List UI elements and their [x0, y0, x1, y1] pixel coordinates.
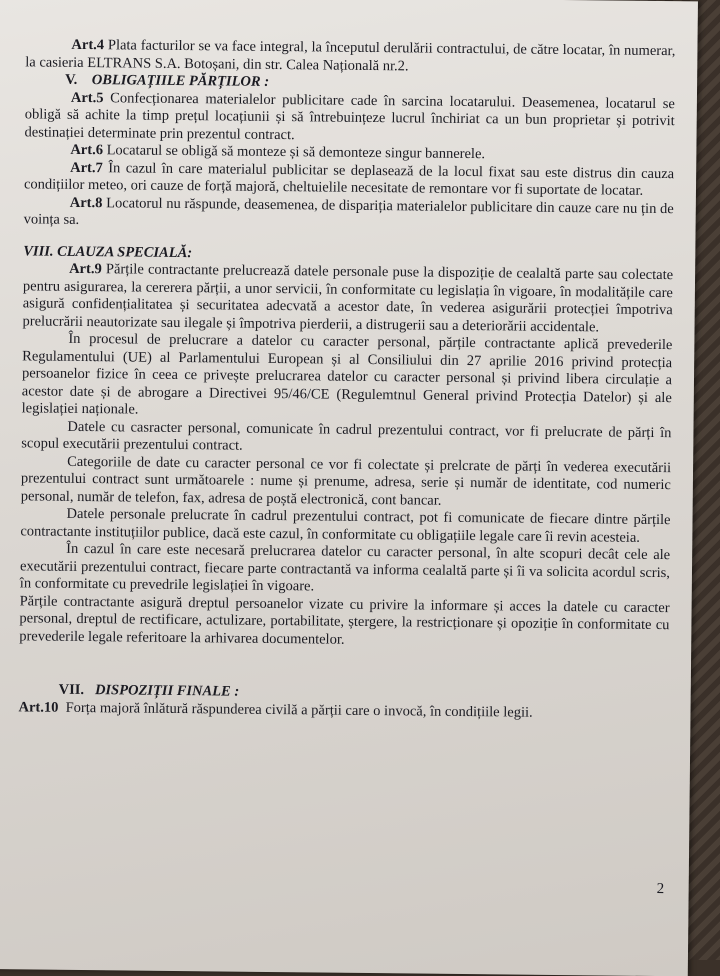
article-text: Părțile contractante prelucrează datele personale puse la dispoziție de cealaltă parte sau colectate pentru asigurarea, la cererera părții, a unor servicii, în conformitate cu legislația în vigoare, în modalitățile care asigură confidențialitatea și securitatea adecvată a acestor date, în vederea asigurării protecției împotriva prelucrării neautorizate sau ilegale și împotriva pierderii, a distrugerii sau a deteriorării accidentale.	[22, 261, 674, 335]
section-number: V.	[65, 71, 78, 88]
article-text: Confecționarea materialelor publicitare cade în sarcina locatarului. Deasemenea, locatarul se obligă să achite la timp prețul locațiunii și să întrebuințeze lucrul închiriat ca un bun proprietar și potrivit destinației determinate prin prezentul contract.	[24, 89, 675, 143]
article-text: Forța majoră înlătură răspunderea civilă a părții care o invocă, în condițiile legii.	[65, 699, 533, 721]
paragraph-data-categories: Categoriile de date cu caracter personal ce vor fi colectate și prelcrate de părți în vederea executării prezentului contract sunt următoarele : nume și prenume, adresa, serie și număr de identitate, cod numeric personal, număr de telefon, fax, adresa de poștă electronică, cont bancar.	[20, 453, 672, 509]
paragraph-data-processed: Datele cu casracter personal, comunicate în cadrul prezentului contract, vor fi prelucrate de părți în scopul executării prezentului contract.	[21, 418, 672, 454]
paragraph-other-purposes: În cazul în care este necesară prelucrarea datelor cu caracter personal, în alte scopuri decât cele ale executării prezentului contract, fiecare parte contractantă va informa cealaltă parte și îi va solicita acordul scris, în conformitate cu prevedrile legislației în vigoare.	[19, 540, 671, 595]
paragraph-gdpr: În procesul de prelucrare a datelor cu caracter personal, părțile contractante aplică prevederile Regulamentului (UE) al Parlamentului European și al Consiliului din 27 aprilie 2016 privind protecția persoanelor fizice în ceea ce privește prelucrarea datelor cu caracter personal și privind libera circulație a acestor date și de abrogare a Directivei 95/46/CE (Regulemtnul General privind Protecția Datelor) și ale legislației naționale.	[21, 330, 673, 418]
article-label: Art.5	[70, 89, 104, 106]
document-body	[18, 36, 675, 723]
article-label: Art.10	[18, 698, 59, 716]
section-title: OBLIGAȚIILE PĂRȚILOR :	[91, 72, 270, 90]
page-number: 2	[656, 881, 665, 898]
article-label: Art.7	[70, 159, 103, 176]
section-title: DISPOZIȚII FINALE :	[94, 682, 240, 700]
section-number: VII.	[58, 681, 85, 699]
article-label: Art.6	[70, 141, 104, 159]
article-label: Art.4	[71, 36, 105, 54]
article-text: Locatorul nu răspunde, deasemenea, de dispariția materialelor publicitare din cauze care nu țin de voința sa.	[23, 194, 674, 228]
article-text: Locatarul se obligă să monteze și să demonteze singur bannerele.	[106, 142, 486, 163]
paragraph-data-subject-rights: Părțile contractante asigură dreptul persoanelor vizate cu privire la informare și acces la datele cu caracter personal, dreptul de rectificare, actulizare, portabilitate, ștergere, la restricționare și opoziție în conformitate cu prevederile legale referitoare la arhivarea documentelor.	[19, 592, 670, 648]
section-title: VIII. CLAUZA SPECIALĂ:	[23, 242, 193, 261]
article-5	[24, 89, 675, 148]
paragraph-data-communicated: Datele personale prelucrate în cadrul prezentului contract, pot fi comunicate de fiecare dintre părțile contractante instituțiilor publice, dacă este cazul, în conformitate cu obligațiile legale care îi revin acesteia.	[20, 505, 671, 546]
article-text: Plata facturilor se va face integral, la începutul derulării contractului, de către locatar, în numerar, la casieria ELTRANS S.A. Botoșani, din str. Calea Națională nr.2.	[25, 37, 676, 74]
article-9	[22, 260, 673, 337]
article-text: În cazul în care materialul publicitar se deplasează de la locul fixat sau este distrus din cauza condițiilor meteo, ori cauze de forță majoră, cheltuielile necesitate de remontare vor fi suportate de locatar.	[23, 159, 675, 199]
article-label: Art.9	[69, 260, 102, 278]
article-label: Art.8	[69, 194, 103, 211]
